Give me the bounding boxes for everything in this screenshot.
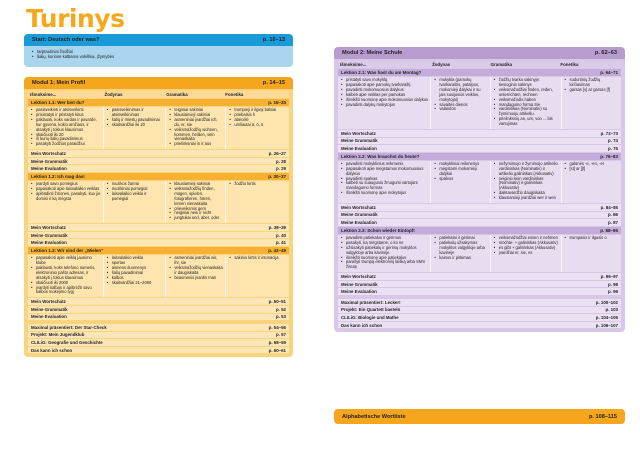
toc-row[interactable] [338,281,621,288]
bullet-list [434,78,487,112]
row-pages: p. 52 [275,306,286,312]
toc-row[interactable] [28,339,289,346]
lesson-column [166,107,226,149]
list-item: • klausiamieji sakiniai [169,113,223,118]
list-item: • pasakyti, ką mėgstame, o ko ne [341,241,428,246]
row-pages: p. 99 [607,289,618,295]
row-pages: p. 40 [275,232,286,238]
list-item: • prielinksniai in ir aus [169,142,223,147]
list-item: • mokykliniai reikmenys [434,162,487,167]
bullet-list [31,182,101,202]
bullet-list [494,162,559,201]
toc-row[interactable] [28,239,289,246]
lesson-content [28,255,289,297]
lesson-label: Lektion 2.1: Was hast du am Montag? [341,70,422,75]
toc-row[interactable] [338,307,621,314]
bullet-list [229,108,287,128]
module-body [24,89,293,357]
lesson-pages: p. 88–95 [600,227,618,233]
list-item: • neiginiai nein ir nicht [169,211,223,216]
list-item: • veiksmažodžių wohnen, kommen, heißen, sein vienaskaita [169,128,223,143]
list-item: • vardininkas (Nominativ) su žymimuoju artikeliu [494,107,559,117]
toc-row[interactable] [338,273,621,280]
row-label: Projekt: Mein Jugendklub [31,332,85,338]
list-item: • muzikos žanrai [107,182,164,187]
list-item: • papasakoti apie mėgstamus mokomuosius dalykus [341,167,428,177]
list-item: • pasisveikinimas ir atsisveikinimas [107,108,164,118]
column-header: Išmoksime... [30,92,57,97]
list-item: • pavadinti spalvas [341,177,428,182]
lesson-label: Lektion 2.3: Schon wieder Eintopf! [341,227,415,233]
bullet-list [494,236,559,256]
lesson-column [338,77,431,129]
list-item: • pasakyti žodžius paraidžiui [31,142,101,147]
bullet-list [229,182,287,187]
list-item: • beasmenis įvardis man [169,276,223,281]
module-body [334,59,625,332]
row-label: Das kann ich schon [341,322,383,328]
list-item: • savaitės dienos [434,103,487,108]
lesson-column [338,161,431,203]
bullet-list [341,236,428,270]
row-label: Meine Evaluation [341,220,377,226]
lesson-pages: p. 30–37 [268,174,286,180]
list-item: • skaičiuoti iki 20 [31,133,101,138]
toc-row[interactable] [28,232,289,239]
wordlist-bar[interactable] [334,409,625,424]
lesson-content [338,235,621,272]
spacer [338,295,621,298]
list-item: • asmeniniai įvardžiai wir, ihr, sie [169,256,223,266]
bullet-list [434,162,487,182]
start-header[interactable] [24,34,293,46]
bullet-list [565,236,619,241]
list-item: • valandos [434,107,487,112]
row-pages: p. 86 [607,212,618,218]
row-label: Maximal präsentiert: Der Star-Check [31,324,107,330]
row-label: Mein Wortschatz [31,151,66,157]
list-item: • daiktavardžio daugiskaita [494,191,559,196]
toc-row[interactable] [338,314,621,321]
wordlist-label: Alphabetische Wortliste [342,413,406,420]
list-item: • įvardyti kalbas ir apibrėžti savo kalbos mokėjimo lygį [31,286,101,296]
list-item: • klausiamieji įvardžiai wer ir wen [494,196,559,201]
list-item: • kalbėti su suaugusiu žmogumi vartojant mandagumo formas [341,181,428,191]
list-item: • užsisakyti patiekalų ir gėrimų mokyklos valgykloje arba kavinėje [341,246,428,256]
start-items [24,46,293,62]
bullet-list [31,108,101,147]
bullet-list [565,162,619,172]
row-pages: p. 84–85 [600,204,618,210]
bullet-list [341,162,428,196]
lesson-column [226,255,289,297]
lesson-column [562,161,621,203]
row-pages: p. 41 [275,240,286,246]
row-label: Meine Grammatik [31,306,68,312]
toc-row[interactable] [28,306,289,313]
column-headers [338,61,621,68]
lesson-column [562,235,621,272]
row-label: Meine Evaluation [31,314,67,320]
lesson-pages: p. 16–25 [268,100,286,105]
lesson-label: Lektion 1.2: Ich mag das! [31,174,85,180]
row-label: Mein Wortschatz [341,130,376,136]
toc-row[interactable] [338,138,621,145]
list-item: • papasakoti apie laisvalaikio veiklas [31,187,101,192]
list-item: • prielinksnių an, um, von ... bis vartojimas [494,117,559,127]
lesson-column [166,181,226,223]
row-pages: p. 60–61 [268,347,286,353]
start-label: Start: Deutsch oder was? [32,37,100,43]
list-item: • umliautai ä, ö, ü [229,123,287,128]
row-pages: p. 106–107 [595,322,618,328]
list-item: • trumpieji ir ilgieji balsiai [229,108,287,113]
row-pages: p. 50–51 [268,299,286,305]
list-item: • šalių, kuriose kalbama vokiškai, įžymybės [32,54,285,59]
lesson-content [28,107,289,149]
row-pages: p. 58–59 [268,340,286,346]
lesson-column [226,107,289,149]
column-header: Išmoksime... [340,62,367,67]
list-item: • asmens duomenys [107,266,164,271]
list-item: • laisvalaikio veikla ir pomėgiai [107,192,164,202]
toc-row[interactable] [28,165,289,172]
list-item: • pavadinti dalykų mokytojus [341,103,428,108]
toc-row[interactable] [338,145,621,152]
column-headers [28,91,289,98]
row-label: Meine Evaluation [31,240,67,246]
row-pages: p. 26–27 [268,151,286,157]
toc-row[interactable] [28,224,289,231]
toc-row[interactable] [28,150,289,157]
module-pages: p. 14–15 [262,80,285,86]
lesson-column [491,77,562,129]
row-pages: p. 100–102 [595,299,618,305]
row-label: Mein Wortschatz [341,204,376,210]
lesson-pages: p. 76–83 [600,153,618,159]
list-item: • iš kurių šalių pavadinimus [31,137,101,142]
list-item: • sudurtinių žodžių kirčiavimas [565,78,619,88]
toc-row[interactable] [28,324,289,331]
list-item: • išreikšti nuomonę apie mokomuosius dalykus [341,98,428,103]
list-item: • asmeniniai įvardžiai ich, du, er, sie [169,118,223,128]
spacer [28,320,289,323]
list-item: • įvardžiai er, sie, es [494,251,559,256]
row-label: Das kann ich schon [31,347,73,353]
list-item: • kalbos [107,276,164,281]
row-label: Mein Wortschatz [31,225,66,231]
lesson-label: Lektion 1.1: Wer bist du? [31,100,85,105]
row-pages: p. 29 [275,166,286,172]
module-1-section [24,77,293,357]
lesson-column [104,255,167,297]
bullet-list [31,256,101,295]
list-item: • muzikiniai pomėgiai [107,187,164,192]
toc-row[interactable] [338,204,621,211]
list-item: • pavadinti mokomuosius dalykus [341,88,428,93]
module-header[interactable] [24,77,293,89]
column-header: Gramatika [166,92,188,97]
list-item: • prisistatyti ir pristatyti kitus [31,113,101,118]
lesson-column [226,181,289,223]
row-pages: p. 28 [275,158,286,164]
list-item: • veiksmažodžių vienaskaita ir daugiskaita [169,266,223,276]
list-item: • pavadinti mokyklinius reikmenis [341,162,428,167]
list-item: • papasakoti apie pamokų tvarkaraštį [341,83,428,88]
list-item: • mėgstami mokomieji dalykai [434,167,487,177]
list-item: • sportas [107,261,164,266]
list-item: • skaičiuoti iki 2000 [31,281,101,286]
list-item: • spalvos [434,177,487,182]
bullet-list [169,182,223,221]
bullet-list [107,256,164,285]
list-item: • parašyti trumpą elektroninį laišką arba SMS žinutę [341,260,428,270]
list-item: • priebalsis h [229,113,287,118]
lesson-content [338,161,621,203]
list-item: • laisvalaikio veikla [107,256,164,261]
row-label: Meine Evaluation [341,146,377,152]
row-pages: p. 53 [275,314,286,320]
lesson-column [431,161,490,203]
wordlist-pages: p. 108–115 [589,413,617,420]
list-item: • mokykla (pamokų tvarkaraštis, patalpos, mokomieji dalykai ir su jais susijusios veiklos, mokytojai) [434,78,487,103]
row-label: Meine Grammatik [341,138,378,144]
list-item: • skaitvardžiai iki 20 [107,123,164,128]
lesson-pages: p. 42–49 [268,248,286,254]
row-label: Meine Grammatik [341,281,378,287]
bullet-list [494,78,559,127]
column-header: Fonetika [225,92,244,97]
row-label: Meine Grammatik [31,232,68,238]
start-pages: p. 10–13 [262,37,285,43]
lesson-header[interactable] [28,99,289,106]
bullet-list [107,182,164,202]
row-pages: p. 57 [275,332,286,338]
row-pages: p. 38–39 [268,225,286,231]
list-item: • kalbėti apie veiklas per pamokas [341,93,428,98]
list-item: • skaitvardžiai 21–2000 [107,281,164,286]
list-item: • paklausti, koks telefono numeris, elektroninio pašto adresas, ir atsakyti į tokius klausimus [31,266,101,281]
row-pages: p. 54–56 [268,324,286,330]
lesson-header[interactable] [338,69,621,76]
list-item: • sakinio kirtis ir intonacija [229,256,287,261]
list-item: • garsas [v] ar garsas [f] [565,88,619,93]
list-item: • įvardyti savo pomėgius [31,182,101,187]
bullet-list [107,108,164,128]
row-label: CLILiG: Geografie und Geschichte [31,340,103,346]
toc-row[interactable] [28,347,289,354]
lesson-pages: p. 64–71 [600,70,618,75]
row-pages: p. 96–97 [600,274,618,280]
list-item: • išreikšti nuomonę apie patiekalus [341,256,428,261]
page-title: Turinys [26,4,125,33]
toc-row[interactable] [28,332,289,339]
row-label: Projekt: Ein Quartett basteln [341,307,401,313]
lesson-column [562,77,621,129]
list-item: • žodžio kirtis [229,182,287,187]
lesson-column [104,107,167,149]
row-pages: p. 98 [607,281,618,287]
module-label: Modul 1: Mein Profil [32,80,86,86]
list-item: • tarptautiniai žodžiai [32,49,285,54]
lesson-column [491,235,562,272]
toc-row[interactable] [28,298,289,305]
list-item: • paklausti, koks vardas ir pavardė, kur gyvena, kokio amžiaus, ir atsakyti į tokius klausimus [31,118,101,133]
toc-row[interactable] [338,219,621,226]
list-item: • veiksmažodis haben [494,98,559,103]
list-item: • išreikšti nuomonę apie mokytojus [341,191,428,196]
row-pages: p. 72–73 [600,130,618,136]
list-item: • patiekalai ir gėrimai [434,236,487,241]
start-section [24,34,293,67]
lesson-column [491,161,562,203]
list-item: • šalių ir miestų pavadinimai [107,118,164,123]
toc-row[interactable] [338,212,621,219]
list-item: • mandagumo forma Sie [494,103,559,108]
lesson-column [28,181,104,223]
list-item: • prieveiksmis gern [169,207,223,212]
toc-row[interactable] [338,130,621,137]
list-item: • nežymimojo ir žymimojo artikelio vardininkas (Nominativ) ir artikelio galininkas (Akkusativ) [494,162,559,177]
lesson-column [28,107,104,149]
list-item: • trumpasis ir ilgasis o [565,236,619,241]
row-label: CLILiG: Biologie und Mathe [341,314,399,320]
module-2-section [334,47,625,332]
list-item: • galūnės -e, -en, -er [565,162,619,167]
lesson-column [431,235,490,272]
list-item: • apibūdinti žmones, pasakyti, kuo jie domisi ir ką mėgsta [31,192,101,202]
lesson-column [104,181,167,223]
list-item: • klausiamieji sakiniai [169,182,223,187]
column-header: Žodynas [432,62,451,67]
column-header: Žodynas [104,92,123,97]
toc-row[interactable] [338,288,621,295]
lesson-column [338,235,431,272]
lesson-label: Lektion 2.2: Was brauchst du heute? [341,153,420,159]
list-item: • veiksmažodžių finden, mögen, spielen, fotografieren, hören, lernen vienaskaita [169,187,223,207]
list-item: • žodžių tvarka sakinyje: tiesioginis sakinys [494,78,559,88]
module-label: Modul 2: Meine Schule [342,50,403,56]
list-item: • kainos ir pirkimas [434,256,487,261]
list-item: • [st] ar [ʃt] [565,167,619,172]
row-label: Meine Evaluation [341,289,377,295]
row-pages: p. 103 [605,307,618,313]
row-label: Meine Grammatik [31,158,68,164]
bullet-list [169,256,223,281]
row-label: Mein Wortschatz [341,274,376,280]
module-header[interactable] [334,47,625,59]
column-header: Gramatika [490,62,513,67]
lesson-label: Lektion 1.3: Wir sind der „Wielen“ [31,248,104,254]
lesson-column [166,255,226,297]
row-pages: p. 104–105 [595,314,618,320]
list-item: • patiekalų užsakymas mokyklos valgykloje arba kavinėje [434,241,487,256]
column-header: Fonetika [560,62,579,67]
list-item: • pristatyti savo mokyklą [341,78,428,83]
list-item: • pavadinti patiekalus ir gėrimus [341,236,428,241]
row-pages: p. 87 [607,220,618,226]
list-item: • neiginio kein vardininkas (Nominativ) ir galininkas (Akkusativ) [494,177,559,192]
toc-row[interactable] [338,322,621,329]
list-item: • abėcėlė [229,118,287,123]
bullet-list [341,78,428,107]
list-item: • šalių pavadinimai [107,271,164,276]
row-pages: p. 75 [607,146,618,152]
list-item: • veiksmažodžiai essen ir nehmen [494,236,559,241]
list-item: • möchte- + galininkas (Akkusativ) [494,241,559,246]
row-label: Meine Grammatik [341,212,378,218]
row-label: Mein Wortschatz [31,299,66,305]
lesson-header[interactable] [338,227,621,234]
bullet-list [434,236,487,261]
bullet-list [565,78,619,93]
row-label: Meine Evaluation [31,166,67,172]
toc-row[interactable] [28,158,289,165]
toc-row[interactable] [28,314,289,321]
lesson-column [431,77,490,129]
lesson-header[interactable] [338,153,621,160]
lesson-content [28,181,289,223]
list-item: • teiginiai sakiniai [169,108,223,113]
lesson-column [28,255,104,297]
list-item: • veiksmažodžiai finden, reden, unterrichten, rechnen [494,88,559,98]
lesson-header[interactable] [28,247,289,254]
list-item: • jungtukai und, aber, oder [169,216,223,221]
toc-row[interactable] [338,299,621,306]
list-item: • papasakoti apie veiklą jaunimo klube [31,256,101,266]
lesson-header[interactable] [28,173,289,180]
bullet-list [229,256,287,261]
module-pages: p. 62–63 [594,50,617,56]
row-label: Maximal präsentiert: Lecker! [341,299,401,305]
bullet-list [169,108,223,147]
list-item: • pasisveikinti ir atsisveikinti [31,108,101,113]
lesson-content [338,77,621,129]
row-pages: p. 74 [607,138,618,144]
list-item: • es gibt + galininkas (Akkusativ) [494,246,559,251]
